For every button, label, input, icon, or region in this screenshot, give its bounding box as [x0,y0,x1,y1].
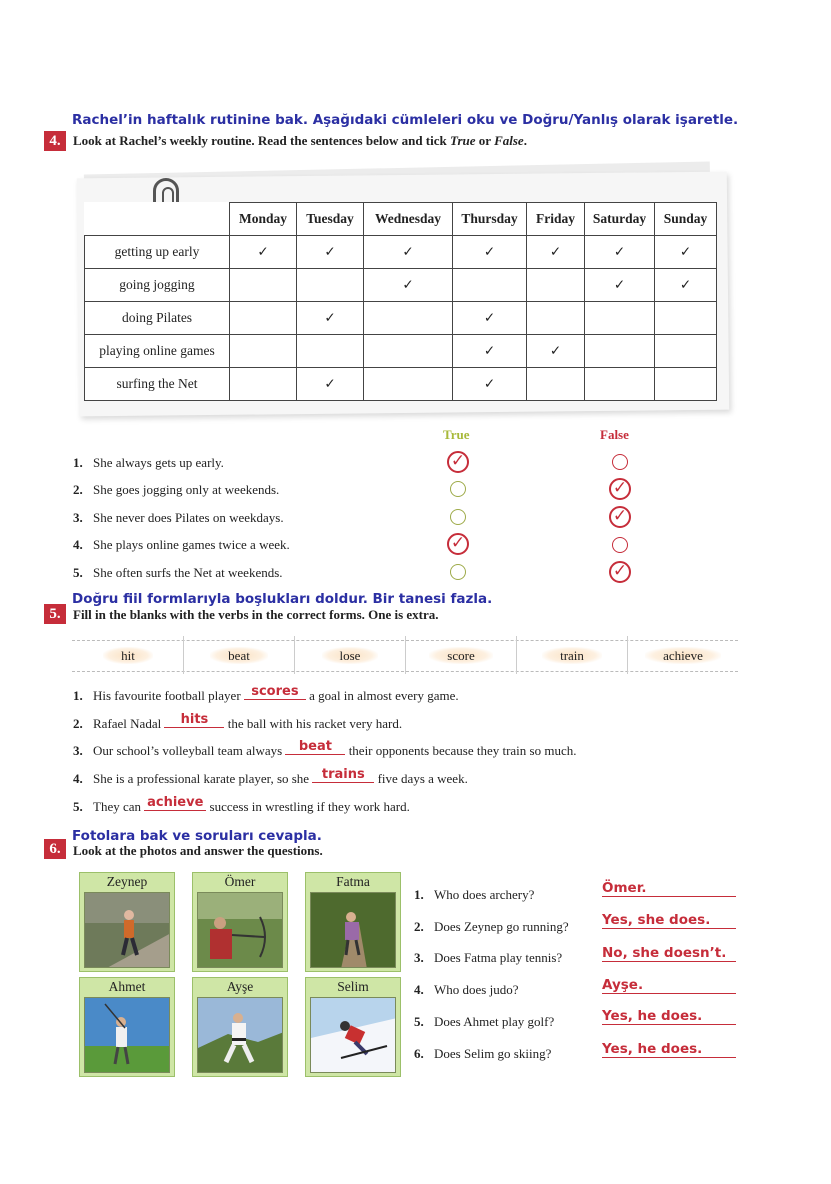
empty-cell [230,269,297,302]
fill-sentence: 3. Our school’s volleyball team always beat their opponents because they train so much. [73,739,577,758]
answer-line[interactable]: Yes, she does. [602,912,736,929]
empty-cell [297,269,364,302]
empty-cell [527,302,585,335]
false-checked-radio[interactable]: ✓ [609,506,631,528]
statement: 1. She always gets up early. [73,455,224,470]
answer-blank[interactable]: beat [285,739,345,755]
ex4-number-badge: 4. [44,131,66,151]
running-photo [84,892,170,968]
golf-photo [84,997,170,1073]
photo-name: Ayşe [226,979,254,994]
word-bank-item: hit [73,647,183,665]
hiking-photo [310,892,396,968]
day-header: Thursday [453,203,527,236]
true-radio[interactable] [450,509,466,525]
empty-cell [585,335,655,368]
day-header: Friday [527,203,585,236]
ex5-title-en: Fill in the blanks with the verbs in the correct forms. One is extra. [73,607,439,622]
answer-line[interactable]: Yes, he does. [602,1008,736,1025]
false-header: False [600,427,629,442]
judo-photo [197,997,283,1073]
day-header: Sunday [655,203,717,236]
answer-blank[interactable]: achieve [144,795,206,811]
statement: 3. She never does Pilates on weekdays. [73,510,284,525]
day-header: Saturday [585,203,655,236]
ex5-number-badge: 5. [44,604,66,624]
word-bank-item: achieve [628,647,738,665]
empty-cell [230,302,297,335]
statement: 2. She goes jogging only at weekends. [73,482,280,497]
routine-table [84,202,717,401]
tick-cell: ✓ [585,269,655,302]
true-radio[interactable] [450,481,466,497]
photo-card-ahmet [79,977,175,1077]
activity-label: surfing the Net [85,368,230,401]
question: 3. Does Fatma play tennis? [414,950,563,965]
true-checked-radio[interactable]: ✓ [447,533,469,555]
ex6-title-tr: Fotolara bak ve soruları cevapla. [72,828,322,844]
empty-cell [230,368,297,401]
tick-cell: ✓ [364,236,453,269]
day-header: Monday [230,203,297,236]
empty-cell [364,368,453,401]
answer-blank[interactable]: trains [312,767,374,783]
empty-cell [527,368,585,401]
empty-cell [585,368,655,401]
tick-cell: ✓ [453,236,527,269]
tick-cell: ✓ [297,302,364,335]
skiing-photo [310,997,396,1073]
tick-cell: ✓ [364,269,453,302]
ex4-title-tr: Rachel’in haftalık rutinine bak. Aşağıdaki cümleleri oku ve Doğru/Yanlış olarak işaretle. [72,112,739,128]
answer-blank[interactable]: hits [164,712,224,728]
day-header: Tuesday [297,203,364,236]
tick-cell: ✓ [453,368,527,401]
false-radio[interactable] [612,537,628,553]
day-header: Wednesday [364,203,453,236]
tick-cell: ✓ [655,269,717,302]
photo-name: Ahmet [108,979,146,994]
word-bank-item: score [406,647,516,665]
true-radio[interactable] [450,564,466,580]
question: 4. Who does judo? [414,982,519,997]
ex5-title-tr: Doğru fiil formlarıyla boşlukları doldur. Bir tanesi fazla. [72,591,493,607]
tick-cell: ✓ [527,335,585,368]
photo-card-fatma [305,872,401,972]
question: 1. Who does archery? [414,887,535,902]
photo-card-ayse [192,977,288,1077]
word-bank-item: beat [184,647,294,665]
ex4-title-en: Look at Rachel’s weekly routine. Read the sentences below and tick True or False. [73,133,527,148]
photo-card-omer [192,872,288,972]
answer-blank[interactable]: scores [244,684,306,700]
answer-line[interactable]: Yes, he does. [602,1041,736,1058]
word-bank-item: lose [295,647,405,665]
fill-sentence: 1. His favourite football player scores a goal in almost every game. [73,684,459,703]
ex6-number-badge: 6. [44,839,66,859]
statement: 4. She plays online games twice a week. [73,537,290,552]
empty-cell [297,335,364,368]
tick-cell: ✓ [230,236,297,269]
archery-photo [197,892,283,968]
word-bank-item: train [517,647,627,665]
empty-cell [364,335,453,368]
fill-sentence: 4. She is a professional karate player, so she trains five days a week. [73,767,468,786]
activity-label: going jogging [85,269,230,302]
photo-name: Selim [337,979,369,994]
photo-card-selim [305,977,401,1077]
fill-sentence: 5. They can achieve success in wrestling if they work hard. [73,795,410,814]
question: 6. Does Selim go skiing? [414,1046,552,1061]
tick-cell: ✓ [297,368,364,401]
empty-cell [230,335,297,368]
true-header: True [443,427,470,442]
fill-sentence: 2. Rafael Nadal hits the ball with his racket very hard. [73,712,403,731]
false-checked-radio[interactable]: ✓ [609,478,631,500]
tick-cell: ✓ [453,335,527,368]
activity-label: playing online games [85,335,230,368]
empty-cell [585,302,655,335]
tick-cell: ✓ [453,302,527,335]
empty-cell [364,302,453,335]
empty-cell [527,269,585,302]
false-radio[interactable] [612,454,628,470]
statement: 5. She often surfs the Net at weekends. [73,565,283,580]
ex6-title-en: Look at the photos and answer the questions. [73,843,323,858]
empty-cell [655,302,717,335]
true-checked-radio[interactable]: ✓ [447,451,469,473]
photo-name: Ömer [224,874,256,889]
empty-cell [453,269,527,302]
table-corner [85,203,230,236]
tick-cell: ✓ [585,236,655,269]
tick-cell: ✓ [297,236,364,269]
photo-card-zeynep [79,872,175,972]
tick-cell: ✓ [527,236,585,269]
tick-cell: ✓ [655,236,717,269]
empty-cell [655,368,717,401]
answer-line[interactable]: No, she doesn’t. [602,945,736,962]
photo-name: Zeynep [106,874,148,889]
question: 5. Does Ahmet play golf? [414,1014,555,1029]
answer-line[interactable]: Ömer. [602,880,736,897]
empty-cell [655,335,717,368]
photo-name: Fatma [336,874,370,889]
question: 2. Does Zeynep go running? [414,919,569,934]
activity-label: doing Pilates [85,302,230,335]
false-checked-radio[interactable]: ✓ [609,561,631,583]
answer-line[interactable]: Ayşe. [602,977,736,994]
activity-label: getting up early [85,236,230,269]
